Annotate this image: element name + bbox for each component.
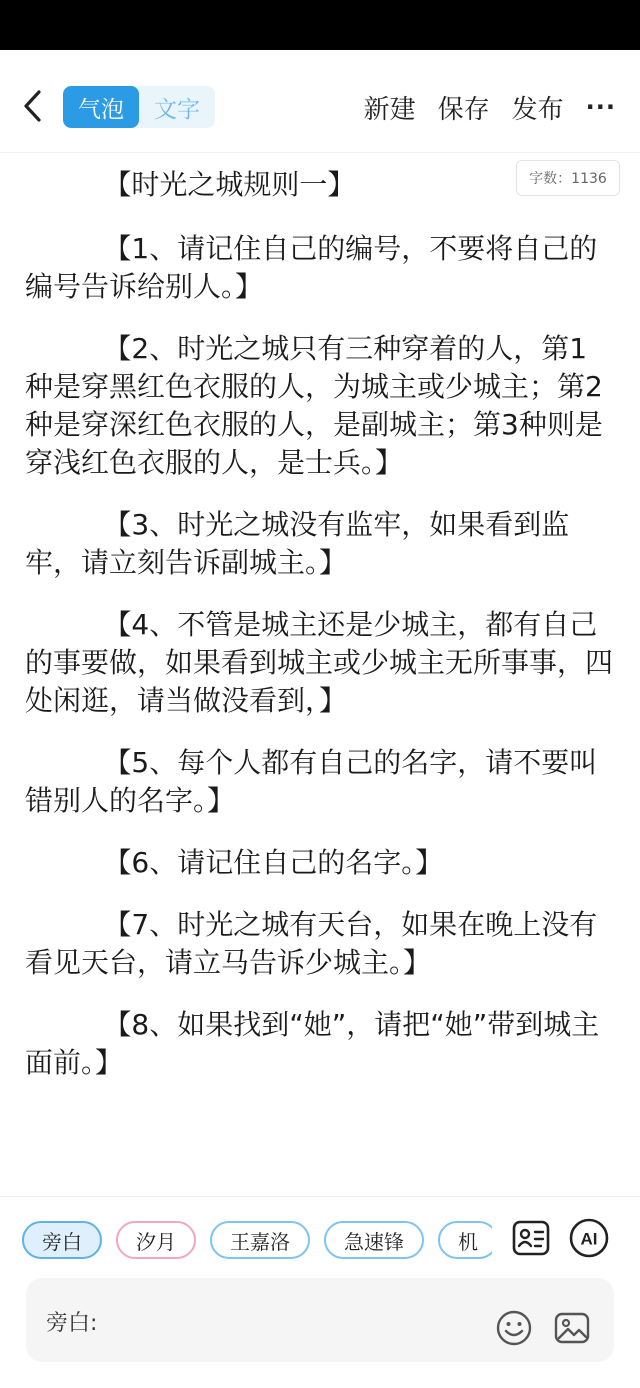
character-chip[interactable]: 机 <box>438 1221 492 1259</box>
word-count-badge: 字数：1136 <box>516 160 620 196</box>
rule-paragraph: 【4、不管是城主还是少城主，都有自己的事要做，如果看到城主或少城主无所事事，四处闲逛，请当做没看到，】 <box>25 608 614 717</box>
save-button[interactable]: 保存 <box>437 94 490 125</box>
rule-paragraph: 【1、请记住自己的编号，不要将自己的编号告诉给别人。】 <box>25 232 598 303</box>
new-button[interactable]: 新建 <box>363 94 416 125</box>
more-button[interactable]: ··· <box>585 93 616 121</box>
input-speaker-label: 旁白: <box>46 1311 98 1336</box>
character-chip-narrator[interactable]: 旁白 <box>22 1221 102 1259</box>
character-chip[interactable]: 王嘉洛 <box>210 1221 310 1259</box>
image-icon <box>553 1309 591 1347</box>
tab-bubble[interactable]: 气泡 <box>63 86 139 128</box>
character-chips <box>22 1220 492 1260</box>
rule-title: 【时光之城规则一】 <box>103 168 356 201</box>
svg-text:AI: AI <box>580 1229 598 1249</box>
mode-switch <box>63 86 215 128</box>
ai-icon <box>568 1217 610 1259</box>
ai-button[interactable] <box>568 1217 610 1259</box>
document-content[interactable] <box>25 166 615 1106</box>
dialogue-input[interactable] <box>126 1300 470 1342</box>
tab-text[interactable]: 文字 <box>154 96 200 123</box>
rule-paragraph: 【2、时光之城只有三种穿着的人，第1种是穿黑红色衣服的人，为城主或少城主；第2种是穿深红色衣服的人，是副城主；第3种则是穿浅红色衣服的人，是士兵。】 <box>25 332 603 479</box>
image-button[interactable] <box>552 1308 592 1348</box>
character-chip[interactable]: 急速锋 <box>324 1221 424 1259</box>
rule-paragraph: 【3、时光之城没有监牢，如果看到监牢，请立刻告诉副城主。】 <box>25 508 570 579</box>
publish-button[interactable]: 发布 <box>511 94 564 125</box>
rule-paragraph: 【8、如果找到“她”，请把“她”带到城主面前。】 <box>25 1008 600 1079</box>
status-bar <box>0 0 640 50</box>
character-chip[interactable]: 汐月 <box>116 1221 196 1259</box>
rule-paragraph: 【5、每个人都有自己的名字，请不要叫错别人的名字。】 <box>25 746 598 817</box>
header-actions <box>342 86 616 128</box>
chevron-left-icon <box>21 89 43 123</box>
contact-card-icon <box>511 1218 551 1258</box>
back-button[interactable] <box>14 86 50 126</box>
bottom-toolbar <box>0 1196 640 1388</box>
emoji-icon <box>495 1309 533 1347</box>
emoji-button[interactable] <box>494 1308 534 1348</box>
editor-header <box>0 50 640 153</box>
rule-paragraph: 【6、请记住自己的名字。】 <box>103 846 444 879</box>
rule-paragraph: 【7、时光之城有天台，如果在晚上没有看见天台，请立马告诉少城主。】 <box>25 908 598 979</box>
dialogue-input-box <box>26 1278 614 1362</box>
contact-card-button[interactable] <box>510 1217 552 1259</box>
